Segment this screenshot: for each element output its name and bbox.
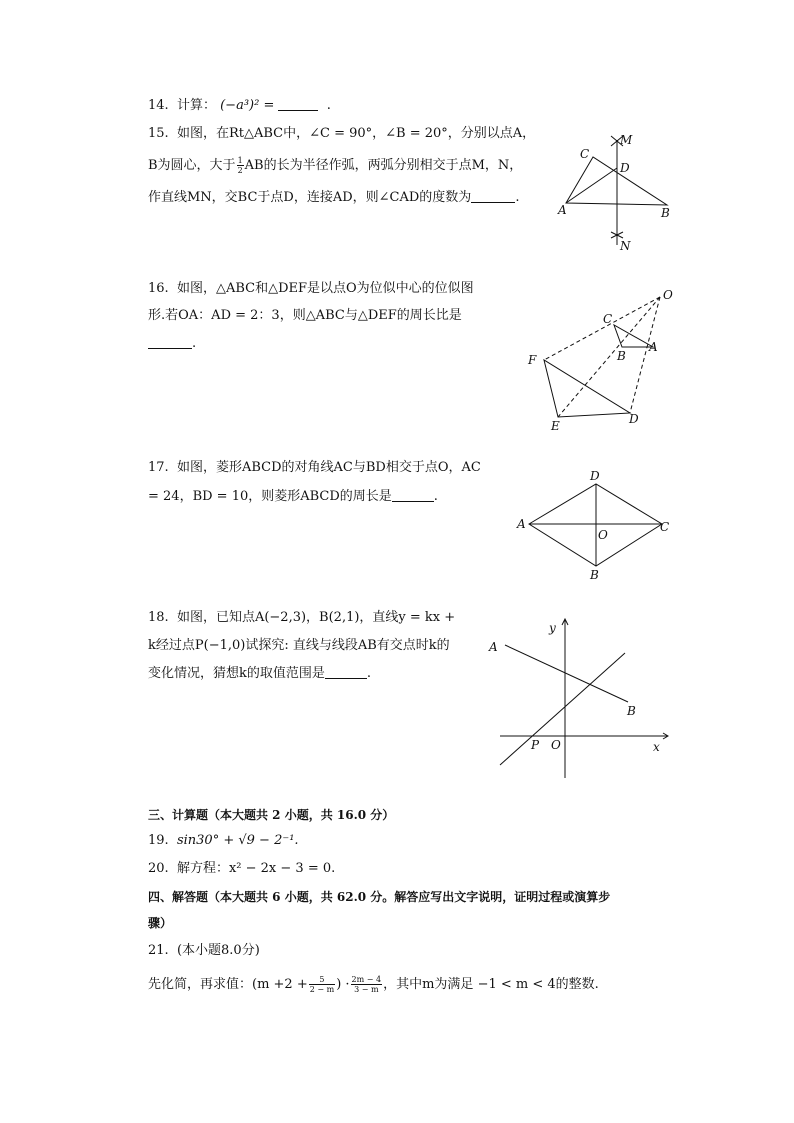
q21-text-mid: ) · <box>336 977 350 992</box>
q17-figure <box>512 465 677 585</box>
q15-fraction: $\frac{1}{2}$ <box>237 156 243 175</box>
question-14 <box>148 98 331 114</box>
q15-figure <box>550 130 680 255</box>
q15-answer-blank <box>471 190 515 203</box>
section-3-heading: 三、计算题（本大题共 2 小题，共 16.0 分） <box>148 808 395 822</box>
q17-answer-blank <box>392 489 434 502</box>
q15-label-d: D <box>620 161 630 175</box>
q17-line-2 <box>148 489 438 505</box>
q17-label-d: D <box>590 469 600 483</box>
q15-label-b: B <box>661 206 670 220</box>
q19-number: 19. <box>148 833 169 848</box>
q15-text-2b: AB的长为半径作弧，两弧分别相交于点M，N， <box>244 158 523 173</box>
q16-answer-blank <box>148 336 192 349</box>
q15-text-2a: B为圆心，大于 <box>148 158 236 173</box>
q19-expression: sin30° + √9 − 2⁻¹. <box>176 833 299 848</box>
question-19 <box>148 833 299 849</box>
q18-label-y: y <box>549 621 556 635</box>
section-4-heading-2: 骤） <box>148 916 173 930</box>
q16-triangle-abc <box>614 325 653 347</box>
q18-label-a: A <box>489 640 498 654</box>
q17-end: . <box>433 489 438 504</box>
q15-text-1: 如图，在Rt△ABC中，∠C = 90°，∠B = 20°，分别以点A， <box>176 126 536 141</box>
q16-label-b: B <box>617 349 626 363</box>
q18-line-3 <box>148 666 371 682</box>
q14-number: 14. <box>148 98 169 113</box>
q18-line-kx <box>500 653 625 765</box>
q18-answer-blank <box>325 666 367 679</box>
question-21-header <box>148 943 260 959</box>
q16-end: . <box>192 336 197 351</box>
q16-label-d: D <box>629 412 639 426</box>
q21-number: 21. <box>148 943 169 958</box>
q16-text-1: 如图，△ABC和△DEF是以点O为位似中心的位似图 <box>176 281 474 296</box>
q14-label: 计算： <box>176 98 216 113</box>
q15-number: 15. <box>148 126 169 141</box>
q17-text-2: = 24，BD = 10，则菱形ABCD的周长是 <box>148 489 392 504</box>
question-20 <box>148 861 335 877</box>
q18-text-3: 变化情况，猜想k的取值范围是 <box>148 666 325 681</box>
q18-text-2: k经过点P(−1,0)试探究: 直线与线段AB有交点时k的 <box>148 638 450 653</box>
q16-line-3 <box>148 336 196 352</box>
q15-line-2 <box>148 156 522 175</box>
q16-label-e: E <box>551 419 560 433</box>
q18-line-2 <box>148 638 450 654</box>
q18-text-1: 如图，已知点A(−2,3)，B(2,1)，直线y = kx + <box>176 610 456 625</box>
q18-label-b: B <box>627 704 636 718</box>
q14-end: . <box>326 98 331 113</box>
q15-label-c: C <box>580 147 590 161</box>
q21-text-pre: 先化简，再求值：(m +2 + <box>148 977 308 992</box>
q18-label-x: x <box>653 740 660 754</box>
q21-fraction-1: $\frac{5}{2 - m}$ <box>309 975 335 994</box>
q20-number: 20. <box>148 861 169 876</box>
q17-label-o: O <box>598 528 608 542</box>
q14-answer-blank <box>278 98 318 111</box>
q15-label-m: M <box>620 133 633 147</box>
q21-text-post: ，其中m为满足 −1 < m < 4的整数. <box>383 977 599 992</box>
q16-line-2 <box>148 308 462 324</box>
q18-line-1 <box>148 610 455 626</box>
q18-segment-ab <box>505 645 628 702</box>
q18-label-p: P <box>531 738 540 752</box>
q17-line-1 <box>148 460 481 476</box>
q16-triangle-def <box>544 360 630 417</box>
q15-text-3: 作直线MN，交BC于点D，连接AD，则∠CAD的度数为 <box>148 190 472 205</box>
q16-number: 16. <box>148 281 169 296</box>
q18-label-o: O <box>551 738 561 752</box>
q17-number: 17. <box>148 460 169 475</box>
q16-label-c: C <box>603 312 613 326</box>
question-21-body <box>148 975 599 994</box>
section-4-heading-1: 四、解答题（本大题共 6 小题，共 62.0 分。解答应写出文字说明，证明过程或演算步 <box>148 890 611 904</box>
q17-label-c: C <box>660 520 670 534</box>
q16-label-a: A <box>649 340 658 354</box>
q15-label-n: N <box>620 239 631 253</box>
q15-label-a: A <box>558 203 567 217</box>
q16-ray-of <box>544 297 660 360</box>
q15-line-1 <box>148 126 535 142</box>
q16-text-2: 形.若OA：AD = 2：3，则△ABC与△DEF的周长比是 <box>148 308 462 323</box>
q18-figure <box>485 615 675 785</box>
q18-number: 18. <box>148 610 169 625</box>
q16-figure <box>520 285 680 435</box>
q17-label-a: A <box>517 517 526 531</box>
q15-end: . <box>515 190 520 205</box>
q17-label-b: B <box>590 568 599 582</box>
q21-score: (本小题8.0分) <box>176 943 260 958</box>
q15-line-3 <box>148 190 519 206</box>
q14-expression: (−a³)² = <box>220 98 275 113</box>
q21-fraction-2: $\frac{2m - 4}{3 - m}$ <box>351 975 382 994</box>
q18-end: . <box>366 666 372 681</box>
q16-line-1 <box>148 281 474 297</box>
q20-text: 解方程：x² − 2x − 3 = 0. <box>176 861 336 876</box>
q16-label-f: F <box>528 353 537 367</box>
q17-text-1: 如图，菱形ABCD的对角线AC与BD相交于点O，AC <box>176 460 481 475</box>
q15-segment-ad <box>566 168 617 203</box>
q16-label-o: O <box>663 288 673 302</box>
